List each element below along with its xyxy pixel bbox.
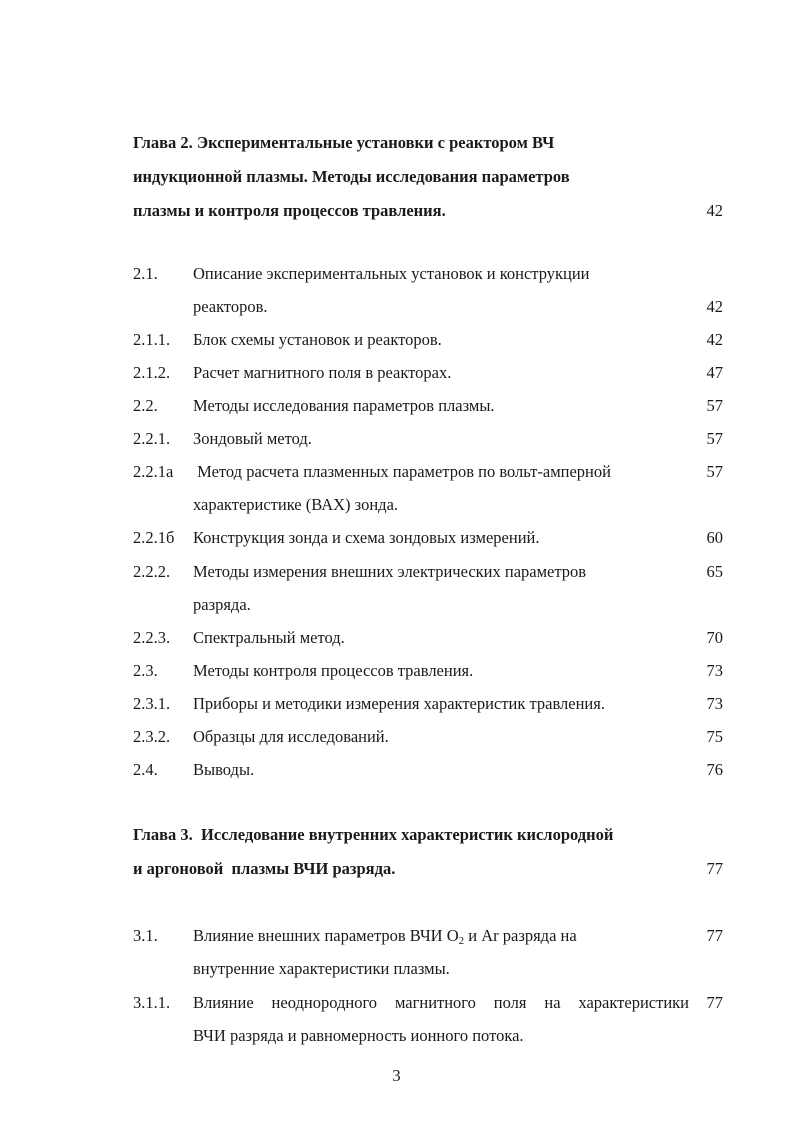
page-ref: 47	[706, 363, 723, 382]
section-number: 2.3.2.	[133, 727, 171, 746]
section-number: 2.2.1б	[133, 528, 175, 547]
page-ref: 73	[706, 694, 723, 713]
chapter-heading	[133, 126, 723, 228]
chapter-line: индукционной плазмы. Методы исследования параметров	[133, 167, 570, 186]
section-number: 2.1.	[133, 264, 158, 283]
entry-line: Методы контроля процессов травления.	[193, 661, 474, 680]
entry-line: Зондовый метод.	[193, 429, 312, 448]
entry-line: Образцы для исследований.	[193, 727, 389, 746]
toc-entry	[133, 986, 723, 1052]
chapter-line	[133, 194, 723, 228]
subscript: 2	[458, 935, 465, 947]
page-number: 3	[392, 1066, 401, 1085]
toc-entry	[133, 654, 723, 687]
page-ref: 75	[706, 727, 723, 746]
chapter-line	[133, 852, 723, 886]
entry-line	[193, 919, 683, 952]
entry-line: Выводы.	[193, 760, 255, 779]
entry-line: реакторов.	[193, 297, 268, 316]
section-number: 2.2.2.	[133, 562, 171, 581]
section-number: 2.3.	[133, 661, 158, 680]
entry-line: Расчет магнитного поля в реакторах.	[193, 363, 452, 382]
page-ref: 76	[706, 760, 723, 779]
section-number: 2.1.1.	[133, 330, 171, 349]
chapter-line: Глава 3. Исследование внутренних характеристик кислородной	[133, 825, 614, 844]
chapter-line-text: плазмы и контроля процессов травления.	[133, 201, 446, 220]
section-number: 3.1.	[133, 926, 158, 945]
chapter-line-text: и аргоновой плазмы ВЧИ разряда.	[133, 859, 396, 878]
toc-entry	[133, 687, 723, 720]
page-ref: 65	[706, 562, 723, 581]
entry-line: Методы измерения внешних электрических параметров	[193, 562, 587, 581]
entry-line: Блок схемы установок и реакторов.	[193, 330, 442, 349]
page-ref: 57	[706, 429, 723, 448]
entry-text-part: и Ar разряда на	[464, 926, 577, 945]
page-ref: 70	[706, 628, 723, 647]
entry-line: ВЧИ разряда и равномерность ионного потока.	[193, 1026, 524, 1045]
page-ref: 73	[706, 661, 723, 680]
section-number: 2.3.1.	[133, 694, 171, 713]
section-number: 2.1.2.	[133, 363, 171, 382]
toc-entry	[133, 257, 723, 323]
page-ref: 57	[706, 396, 723, 415]
entry-line: Влияние неоднородного магнитного поля на характеристики	[193, 993, 689, 1012]
chapter-line: Глава 2. Экспериментальные установки с реактором ВЧ	[133, 133, 555, 152]
page-ref: 77	[706, 859, 723, 878]
toc-entry	[133, 521, 723, 554]
page-ref: 42	[706, 297, 723, 316]
entry-line: Метод расчета плазменных параметров по вольт-амперной	[193, 462, 611, 481]
page-ref: 42	[706, 330, 723, 349]
page-ref: 60	[706, 528, 723, 547]
section-number: 2.2.1а	[133, 462, 174, 481]
section-number: 2.2.	[133, 396, 158, 415]
entry-line: характеристике (ВАХ) зонда.	[193, 495, 399, 514]
entry-line: Описание экспериментальных установок и конструкции	[193, 264, 590, 283]
toc-entry	[133, 621, 723, 654]
toc-entry	[133, 389, 723, 422]
page-ref: 77	[706, 926, 723, 945]
section-number: 2.2.1.	[133, 429, 171, 448]
toc-entry	[133, 720, 723, 753]
page-ref: 57	[706, 462, 723, 481]
toc-entry	[133, 455, 723, 521]
entry-line: внутренние характеристики плазмы.	[193, 959, 450, 978]
toc-entry	[133, 422, 723, 455]
entry-text-part: Влияние внешних параметров ВЧИ O	[193, 926, 459, 945]
entry-line: Спектральный метод.	[193, 628, 345, 647]
page-ref: 77	[706, 993, 723, 1012]
entry-line: Методы исследования параметров плазмы.	[193, 396, 495, 415]
page-ref: 42	[706, 201, 723, 220]
section-number: 2.4.	[133, 760, 158, 779]
chapter-heading	[133, 818, 723, 886]
entry-line: Конструкция зонда и схема зондовых измерений.	[193, 528, 540, 547]
entry-line: Приборы и методики измерения характеристик травления.	[193, 694, 605, 713]
toc-entry	[133, 919, 723, 985]
entry-line: разряда.	[193, 595, 251, 614]
toc-entry	[133, 323, 723, 356]
section-number: 3.1.1.	[133, 993, 171, 1012]
toc-entry	[133, 753, 723, 786]
toc-entry	[133, 555, 723, 621]
section-number: 2.2.3.	[133, 628, 171, 647]
toc-entry	[133, 356, 723, 389]
